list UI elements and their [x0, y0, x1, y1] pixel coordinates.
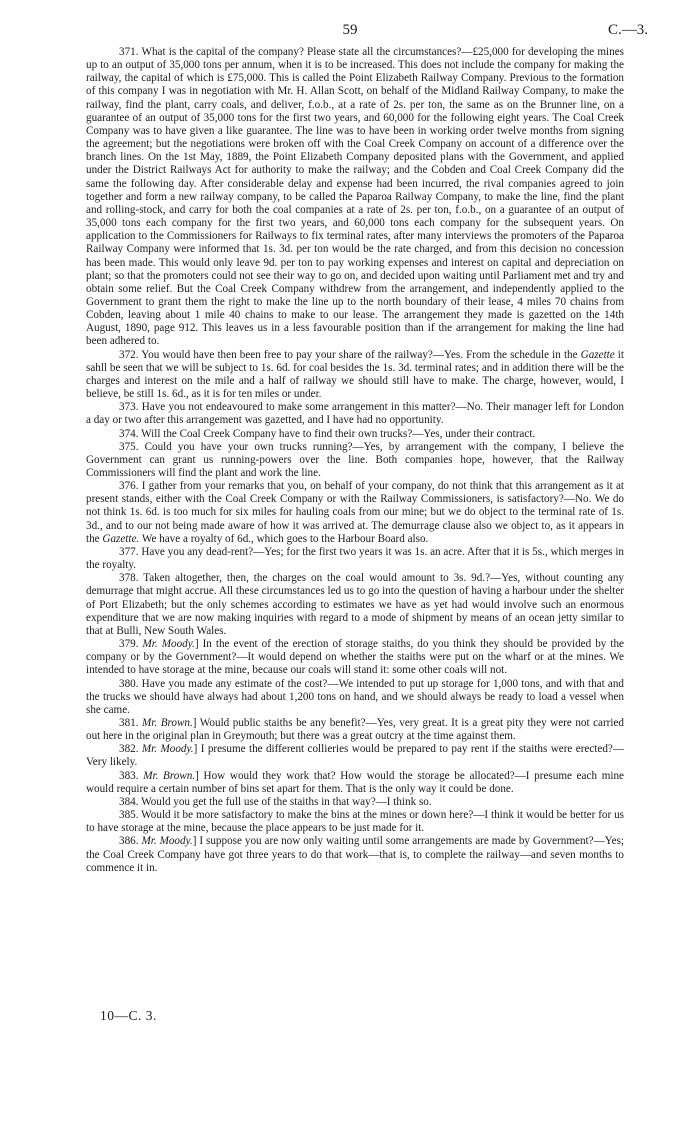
document-reference: C.—3. — [607, 22, 648, 38]
evidence-paragraph: 371. What is the capital of the company? Please state all the circumstances?—£25,000 for developing the mines up to an output of 35,000 tons per annum, when it is to be increased. This does not include the company for making the railway, the capital of which is £75,000. This is called the Point Elizabeth Railway Company. Previous to the formation of this company I was in negotiation with Mr. H. Allan Scott, on behalf of the Midland Railway Company, to make the railway, find the plant, carry coals, and deliver, f.o.b., at a rate of 2s. per ton, the same as on the Brunner line, on a guarantee of an output of 35,000 tons for the first two years, and 60,000 for the following eight years. The Coal Creek Company was to have given a like guarantee. The line was to have been in working order twelve months from signing the agreement; but the negotiations were broken off with the Coal Creek Company on account of a difference over the branch lines. On the 1st May, 1889, the Point Elizabeth Company deposited plans with the Government, and applied under the District Railways Act for authority to make the railway; and the Cobden and Coal Creek Company did the same the following day. After considerable delay and expense had been incurred, the rival companies agreed to join together and form a new railway company, to be called the Paparoa Railway Company, to make the line, find the plant and rolling-stock, and carry for both the coal companies at a rate of 2s. per ton, f.o.b., on a guarantee of an output of 35,000 tons each company for the first two years, and 60,000 tons each company for the subsequent years. On application to the Commissioners for Railways to fix terminal rates, after many interviews the promoters of the Paparoa Railway Company were informed that 1s. 3d. per ton would be the rate charged, and from this decision no concession has been made. This would only leave 9d. per ton to pay working expenses and interest on capital and depreciation on plant; so that the promoters could not see their way to go on, and decided upon waiting until Parliament met and try and obtain some relief. But the Coal Creek Company withdrew from the arrangement, and independently applied to the Government to grant them the right to make the line up to the north boundary of their lease, 4 miles 70 chains from Cobden, leaving about 1 mile 40 chains to make to our lease. The arrangement they made is gazetted on the 14th August, 1890, page 912. This leaves us in a less favourable position than if the arrangement for making the line had been adhered to. — [86, 46, 624, 348]
printer-signature: 10—C. 3. — [100, 1008, 157, 1023]
evidence-paragraph: 381. Mr. Brown.] Would public staiths be any benefit?—Yes, very great. It is a great pity they were not carried out here in the original plan in Greymouth; but there was a great outcry at the time against them. — [86, 716, 624, 743]
evidence-paragraph: 386. Mr. Moody.] I suppose you are now only waiting until some arrangements are made by Government?—Yes; the Coal Creek Company have got three years to do that work—that is, to complete the railway—and seven months to commence it in. — [86, 835, 624, 874]
evidence-paragraph: 374. Will the Coal Creek Company have to find their own trucks?—Yes, under their contract. — [119, 427, 536, 440]
evidence-paragraph: 383. Mr. Brown.] How would they work that? How would the storage be allocated?—I presume each mine would require a certain number of bins set apart for them. That is the only way it could be done. — [86, 769, 624, 795]
evidence-text — [86, 46, 624, 875]
evidence-paragraph: 382. Mr. Moody.] I presume the different collieries would be prepared to pay rent if the staiths were erected?—Very likely. — [86, 743, 624, 769]
evidence-paragraph: 377. Have you any dead-rent?—Yes; for the first two years it was 1s. an acre. After that it is 5s., which merges in the royalty. — [86, 545, 624, 572]
evidence-paragraph: 380. Have you made any estimate of the cost?—We intended to put up storage for 1,000 tons, and with that and the trucks we should have always had about 1,200 tons on hand, and we should always be ready to load a vessel when she came. — [86, 677, 624, 716]
evidence-paragraph: 373. Have you not endeavoured to make some arrangement in this matter?—No. Their manager left for London a day or two after this arrangement was gazetted, and I have had no opportunity. — [86, 401, 624, 427]
evidence-paragraph: 376. I gather from your remarks that you, on behalf of your company, do not think that this arrangement as it at present stands, either with the Coal Creek Company or with the Railway Commissioners, is satisfactory?—No. We do not think 1s. 6d. is too much for six miles for hauling coals from our mine; but we do object to the terminal rate of 1s. 3d., and to our not being made aware of how it was arrived at. The demurrage clause also we object to, as it appears in the Gazette. We have a royalty of 6d., which goes to the Harbour Board also. — [86, 480, 624, 545]
evidence-paragraph: 385. Would it be more satisfactory to make the bins at the mines or down here?—I think it would be better for us to have storage at the mine, because the place appears to be just made for it. — [86, 809, 624, 835]
page-header — [0, 22, 700, 42]
evidence-paragraph: 375. Could you have your own trucks running?—Yes, by arrangement with the company, I believe the Government can grant us running-powers over the line. Both companies hope, however, that the Railway Commissioners will find the plant and work the line. — [86, 440, 624, 479]
evidence-paragraph: 379. Mr. Moody.] In the event of the erection of storage staiths, do you think they should be provided by the company or by the Government?—It would depend on whether the staiths were put on the wharf or at the mines. We intended to have storage at the mine, because our coals will stand it: some other coals will not. — [86, 638, 624, 677]
evidence-paragraph: 372. You would have then been free to pay your share of the railway?—Yes. From the schedule in the Gazette it sahll be seen that we will be subject to 1s. 6d. for coal besides the 1s. 3d. terminal rates; and in addition there will be the charges and interest on the mile and a half of railway we should still have to make. The charge, however, would, I believe, be still 1s. 6d., as it is for ten miles or under. — [86, 348, 625, 401]
evidence-paragraph: 384. Would you get the full use of the staiths in that way?—I think so. — [119, 795, 432, 808]
evidence-paragraph: 378. Taken altogether, then, the charges on the coal would amount to 3s. 9d.?—Yes, without counting any demurrage that might accrue. All these circumstances led us to go into the question of having a harbour under the shelter of Port Elizabeth; but the only schemes according to estimates we have as yet had would involve such an enormous expenditure that we are now making inquiries with regard to a mode of shipment by means of an ocean jetty similar to that at Bulli, New South Wales. — [86, 572, 624, 637]
page-number: 59 — [342, 22, 358, 38]
